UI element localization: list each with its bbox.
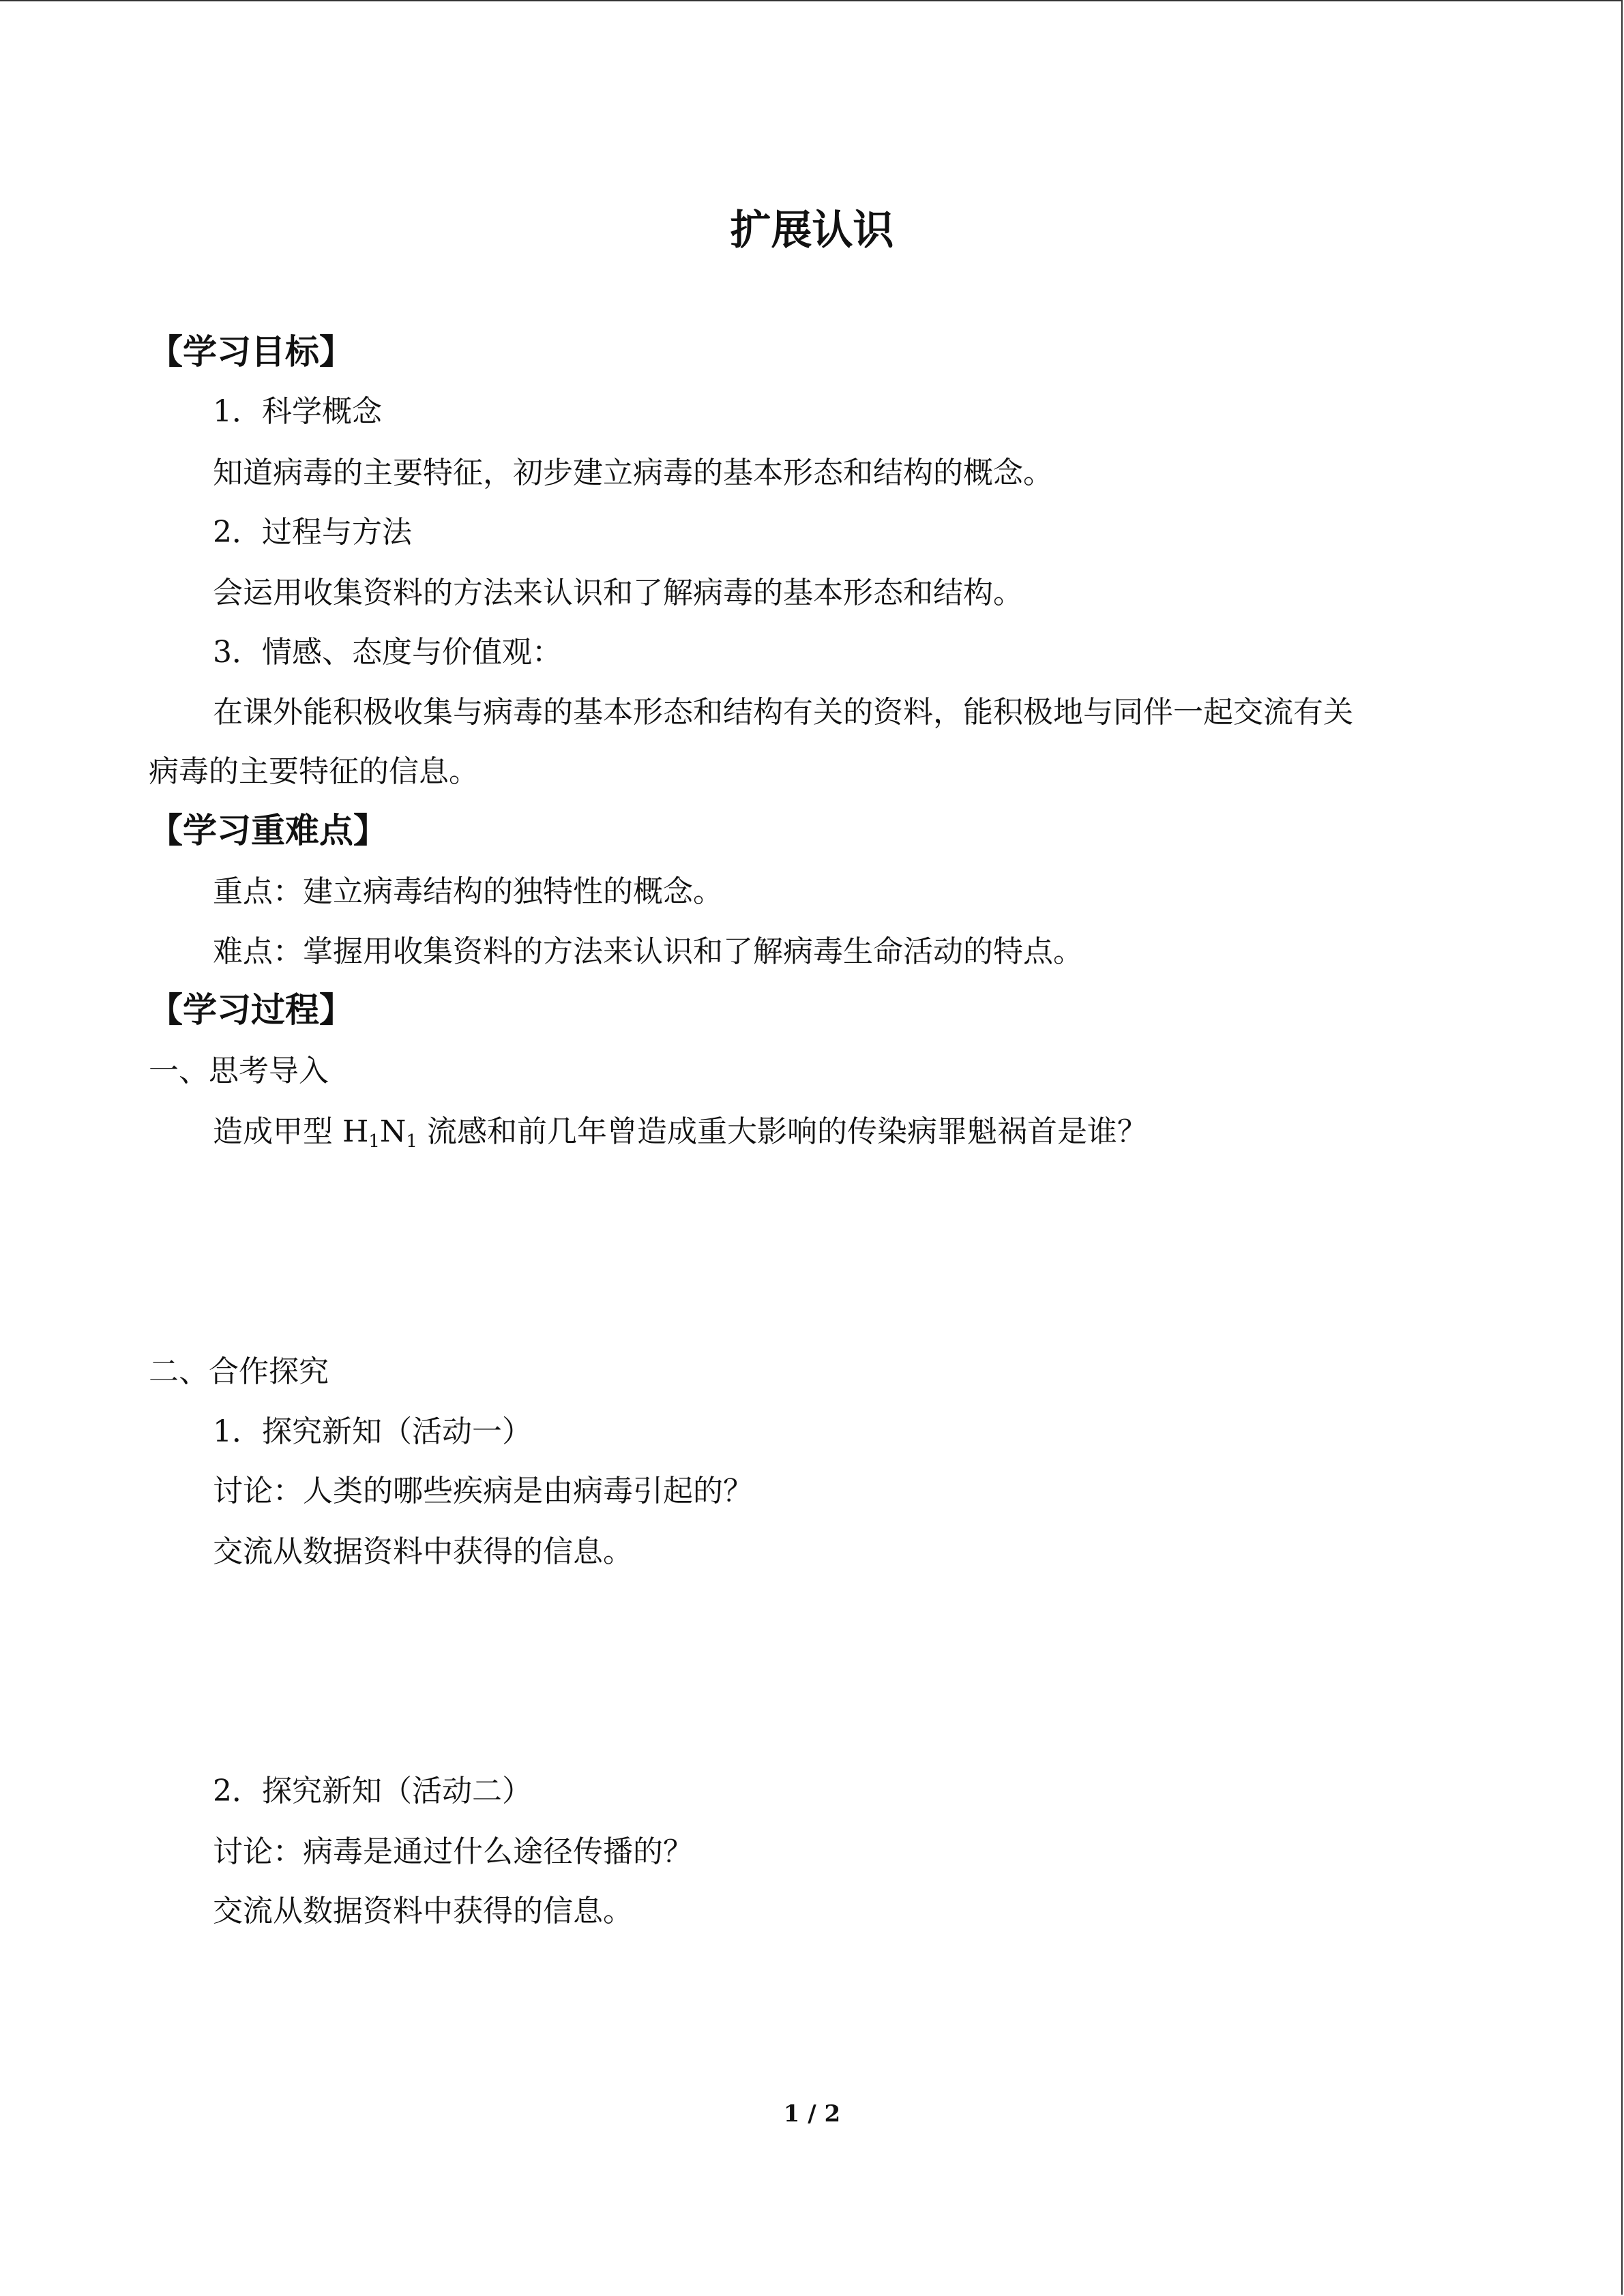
- page-number: 1 / 2: [783, 2100, 841, 2128]
- part-1-subscript-2: 1: [406, 1131, 417, 1152]
- page-title: 扩展认识: [730, 207, 894, 254]
- part-1-text-mid: N: [379, 1114, 407, 1149]
- objective-3-text-line2: 病毒的主要特征的信息。: [149, 754, 479, 789]
- key-point-text: 重点：建立病毒结构的独特性的概念。: [213, 874, 723, 909]
- part-1-text-before: 造成甲型 H: [213, 1114, 369, 1149]
- activity-2-discussion: 讨论：病毒是通过什么途径传播的？: [213, 1834, 693, 1869]
- objective-3-text-line1: 在课外能积极收集与病毒的基本形态和结构有关的资料，能积极地与同伴一起交流有关: [213, 695, 1353, 730]
- objective-2-text: 会运用收集资料的方法来认识和了解病毒的基本形态和结构。: [213, 576, 1023, 610]
- part-1-title: 一、思考导入: [149, 1054, 329, 1088]
- objective-3-title: 3．情感、态度与价值观：: [213, 635, 562, 670]
- part-2-title: 二、合作探究: [149, 1354, 329, 1389]
- difficult-point-text: 难点：掌握用收集资料的方法来认识和了解病毒生命活动的特点。: [213, 934, 1083, 969]
- objective-1-title: 1．科学概念: [213, 394, 382, 429]
- activity-1-exchange: 交流从数据资料中获得的信息。: [213, 1534, 633, 1569]
- activity-1-discussion: 讨论：人类的哪些疾病是由病毒引起的？: [213, 1474, 753, 1508]
- section-heading-objectives: 【学习目标】: [149, 332, 353, 372]
- part-1-subscript-1: 1: [368, 1131, 380, 1152]
- objective-2-title: 2．过程与方法: [213, 515, 412, 550]
- part-1-text-after: 流感和前几年曾造成重大影响的传染病罪魁祸首是谁？: [417, 1114, 1147, 1149]
- part-1-question: [213, 1112, 1147, 1152]
- objective-1-text: 知道病毒的主要特征，初步建立病毒的基本形态和结构的概念。: [213, 456, 1053, 490]
- section-heading-key-points: 【学习重难点】: [149, 811, 387, 850]
- section-heading-process: 【学习过程】: [149, 990, 353, 1030]
- activity-1-title: 1．探究新知（活动一）: [213, 1414, 532, 1449]
- activity-2-title: 2．探究新知（活动二）: [213, 1774, 532, 1808]
- activity-2-exchange: 交流从数据资料中获得的信息。: [213, 1894, 633, 1928]
